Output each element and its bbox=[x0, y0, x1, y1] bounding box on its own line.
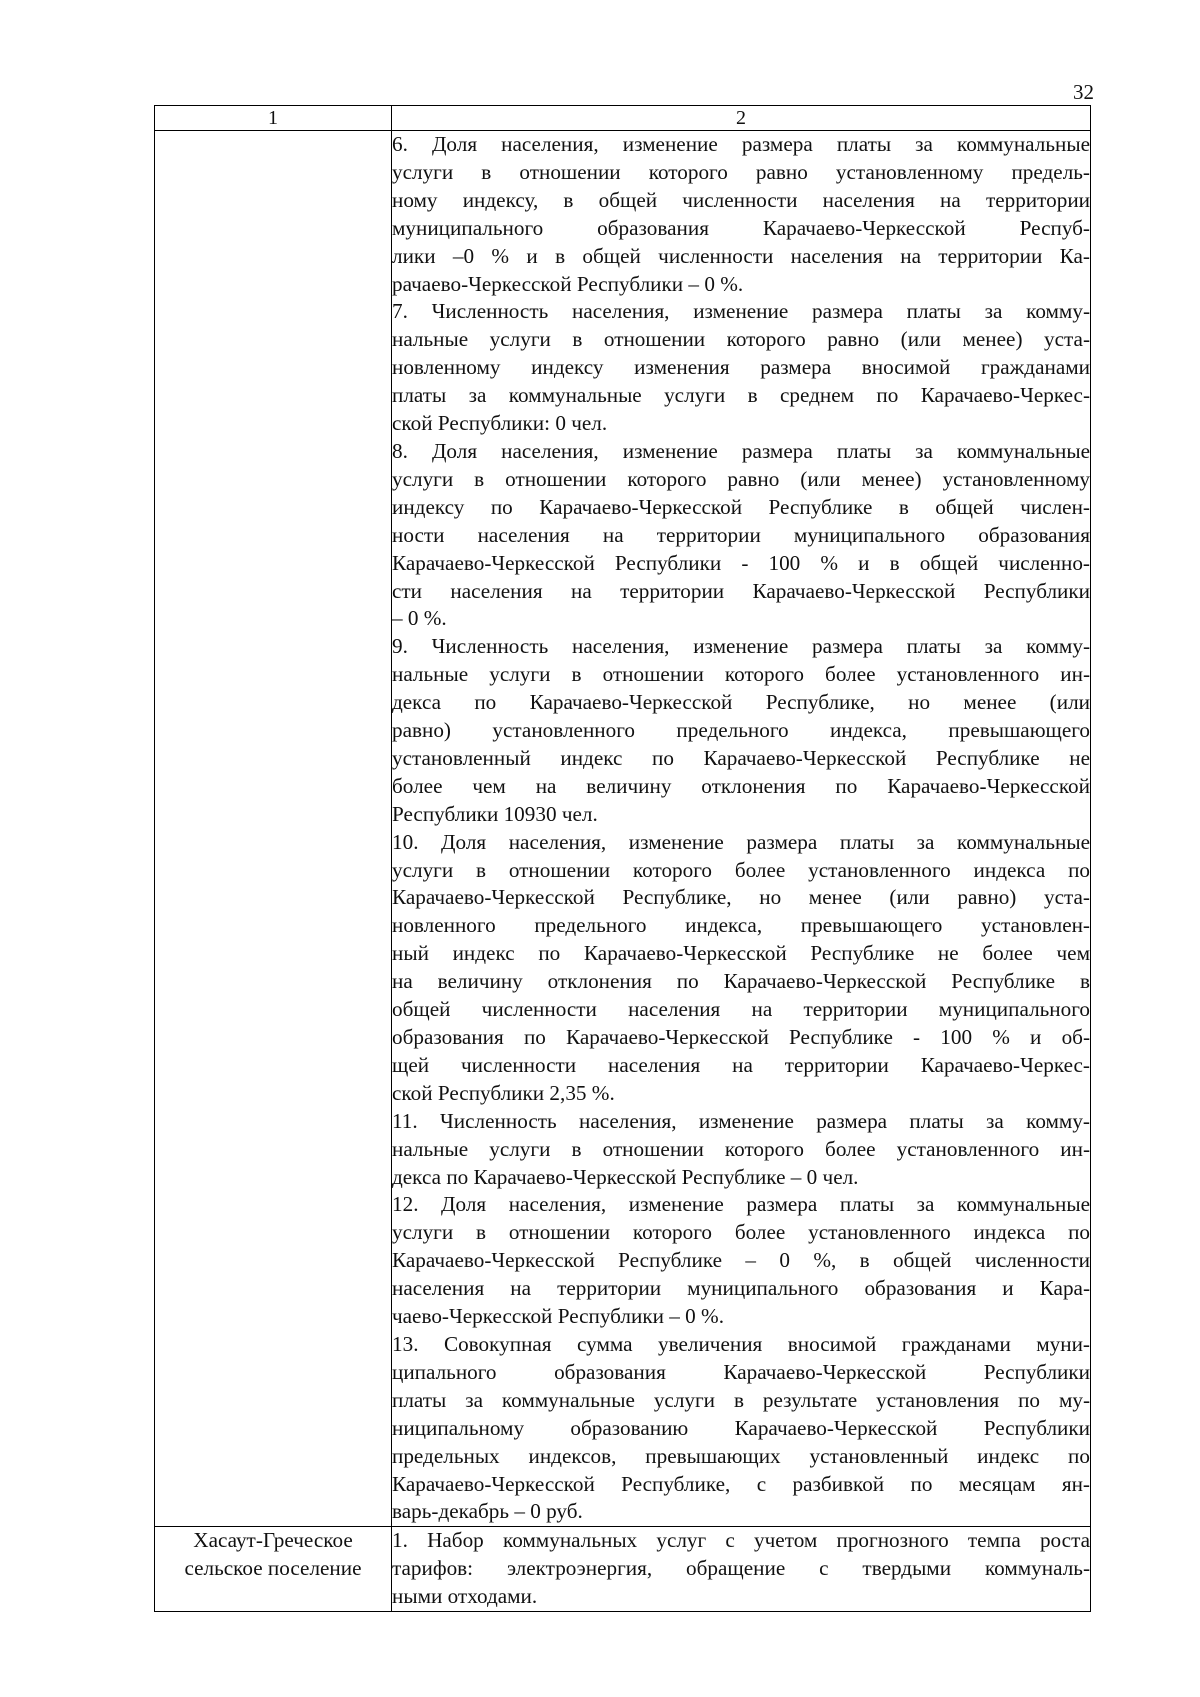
text-line: ный индекс по Карачаево-Черкесской Республике не более чем bbox=[392, 941, 1090, 966]
text-line: ской Республики: 0 чел. bbox=[392, 411, 608, 436]
text-line: ниципальному образованию Карачаево-Черкесской Республики bbox=[392, 1415, 1090, 1440]
text-line: новленного предельного индекса, превышающего установлен- bbox=[392, 913, 1090, 938]
text-line: более чем на величину отклонения по Карачаево-Черкесской bbox=[392, 773, 1090, 798]
text-line: 10. Доля населения, изменение размера платы за коммунальные bbox=[392, 829, 1090, 854]
text-line: 11. Численность населения, изменение размера платы за комму- bbox=[392, 1108, 1090, 1133]
text-line: 12. Доля населения, изменение размера платы за коммунальные bbox=[392, 1192, 1090, 1217]
text-line: ской Республики 2,35 %. bbox=[392, 1080, 615, 1105]
municipality-name-line: сельское поселение bbox=[184, 1556, 362, 1581]
indicator-paragraph bbox=[392, 829, 1090, 1108]
text-line: Республики 10930 чел. bbox=[392, 801, 598, 826]
text-line: ности населения на территории муниципального образования bbox=[392, 522, 1090, 547]
text-line: муниципального образования Карачаево-Черкесской Респуб- bbox=[392, 215, 1090, 240]
text-line: варь-декабрь – 0 руб. bbox=[392, 1499, 583, 1524]
indicators-cell bbox=[392, 131, 1091, 1527]
text-line: равно) установленного предельного индекса, превышающего bbox=[392, 718, 1090, 743]
municipality-name-line: Хасаут-Греческое bbox=[193, 1528, 353, 1553]
text-line: 9. Численность населения, изменение размера платы за комму- bbox=[392, 634, 1090, 659]
text-line: ному индексу, в общей численности населения на территории bbox=[392, 187, 1090, 212]
indicator-paragraph bbox=[392, 298, 1090, 438]
text-line: образования по Карачаево-Черкесской Республике - 100 % и об- bbox=[392, 1025, 1090, 1049]
text-line: – 0 %. bbox=[392, 606, 447, 631]
text-line: индексу по Карачаево-Черкесской Республике в общей числен- bbox=[392, 494, 1090, 519]
text-line: новленному индексу изменения размера вносимой гражданами bbox=[392, 355, 1090, 380]
indicator-paragraph bbox=[392, 1108, 1090, 1192]
text-line: щей численности населения на территории Карачаево-Черкес- bbox=[392, 1052, 1090, 1077]
text-line: рачаево-Черкесской Республики – 0 %. bbox=[392, 271, 744, 296]
text-line: декса по Карачаево-Черкесской Республике – 0 чел. bbox=[392, 1164, 859, 1189]
indicator-paragraph bbox=[392, 1331, 1090, 1526]
text-line: 7. Численность населения, изменение размера платы за комму- bbox=[392, 299, 1090, 324]
text-line: нальные услуги в отношении которого равно (или менее) уста- bbox=[392, 327, 1090, 352]
text-line: платы за коммунальные услуги в среднем по Карачаево-Черкес- bbox=[392, 383, 1090, 408]
municipality-cell-empty bbox=[155, 131, 392, 1527]
indicator-paragraph bbox=[392, 633, 1090, 828]
data-table bbox=[154, 105, 1091, 1612]
text-line: услуги в отношении которого равно установленному предель- bbox=[392, 159, 1090, 184]
text-line: предельных индексов, превышающих установленный индекс по bbox=[392, 1443, 1090, 1468]
text-line: лики –0 % и в общей численности населения на территории Ка- bbox=[392, 243, 1090, 268]
text-line: декса по Карачаево-Черкесской Республике, но менее (или bbox=[392, 690, 1090, 715]
text-line: платы за коммунальные услуги в результате установления по му- bbox=[392, 1387, 1090, 1412]
page-number: 32 bbox=[1073, 80, 1094, 104]
text-line: 1. Набор коммунальных услуг с учетом прогнозного темпа роста bbox=[392, 1528, 1090, 1553]
text-line: нальные услуги в отношении которого более установленного ин- bbox=[392, 1136, 1090, 1161]
column-header-1: 1 bbox=[155, 106, 392, 131]
text-line: чаево-Черкесской Республики – 0 %. bbox=[392, 1304, 725, 1329]
text-line: услуги в отношении которого более установленного индекса по bbox=[392, 1220, 1090, 1245]
table-header-row bbox=[155, 106, 1091, 131]
indicator-paragraph bbox=[392, 438, 1090, 633]
indicator-paragraph bbox=[392, 1191, 1090, 1331]
text-line: населения на территории муниципального образования и Кара- bbox=[392, 1276, 1090, 1301]
text-line: 6. Доля населения, изменение размера платы за коммунальные bbox=[392, 132, 1090, 156]
text-line: на величину отклонения по Карачаево-Черкесской Республике в bbox=[392, 969, 1090, 994]
text-line: тарифов: электроэнергия, обращение с твердыми коммуналь- bbox=[392, 1556, 1090, 1581]
text-line: 8. Доля населения, изменение размера платы за коммунальные bbox=[392, 438, 1090, 463]
text-line: 13. Совокупная сумма увеличения вносимой гражданами муни- bbox=[392, 1331, 1090, 1356]
text-line: установленный индекс по Карачаево-Черкесской Республике не bbox=[392, 745, 1090, 770]
column-header-2: 2 bbox=[392, 106, 1091, 131]
text-line: нальные услуги в отношении которого более установленного ин- bbox=[392, 662, 1090, 687]
indicator-paragraph bbox=[392, 1527, 1090, 1611]
indicator-paragraph bbox=[392, 131, 1090, 298]
table-row bbox=[155, 1527, 1091, 1612]
text-line: Карачаево-Черкесской Республике – 0 %, в общей численности bbox=[392, 1248, 1090, 1273]
municipality-cell bbox=[155, 1527, 392, 1612]
text-line: ными отходами. bbox=[392, 1584, 538, 1609]
text-line: услуги в отношении которого равно (или менее) установленному bbox=[392, 466, 1090, 491]
text-line: ципального образования Карачаево-Черкесской Республики bbox=[392, 1359, 1090, 1384]
text-line: сти населения на территории Карачаево-Черкесской Республики bbox=[392, 578, 1090, 603]
table-row bbox=[155, 131, 1091, 1527]
text-line: Карачаево-Черкесской Республики - 100 % и в общей численно- bbox=[392, 550, 1090, 575]
text-line: Карачаево-Черкесской Республике, но менее (или равно) уста- bbox=[392, 885, 1090, 910]
text-line: Карачаево-Черкесской Республике, с разбивкой по месяцам ян- bbox=[392, 1471, 1090, 1496]
text-line: общей численности населения на территории муниципального bbox=[392, 997, 1090, 1022]
text-line: услуги в отношении которого более установленного индекса по bbox=[392, 857, 1090, 882]
indicators-cell bbox=[392, 1527, 1091, 1612]
